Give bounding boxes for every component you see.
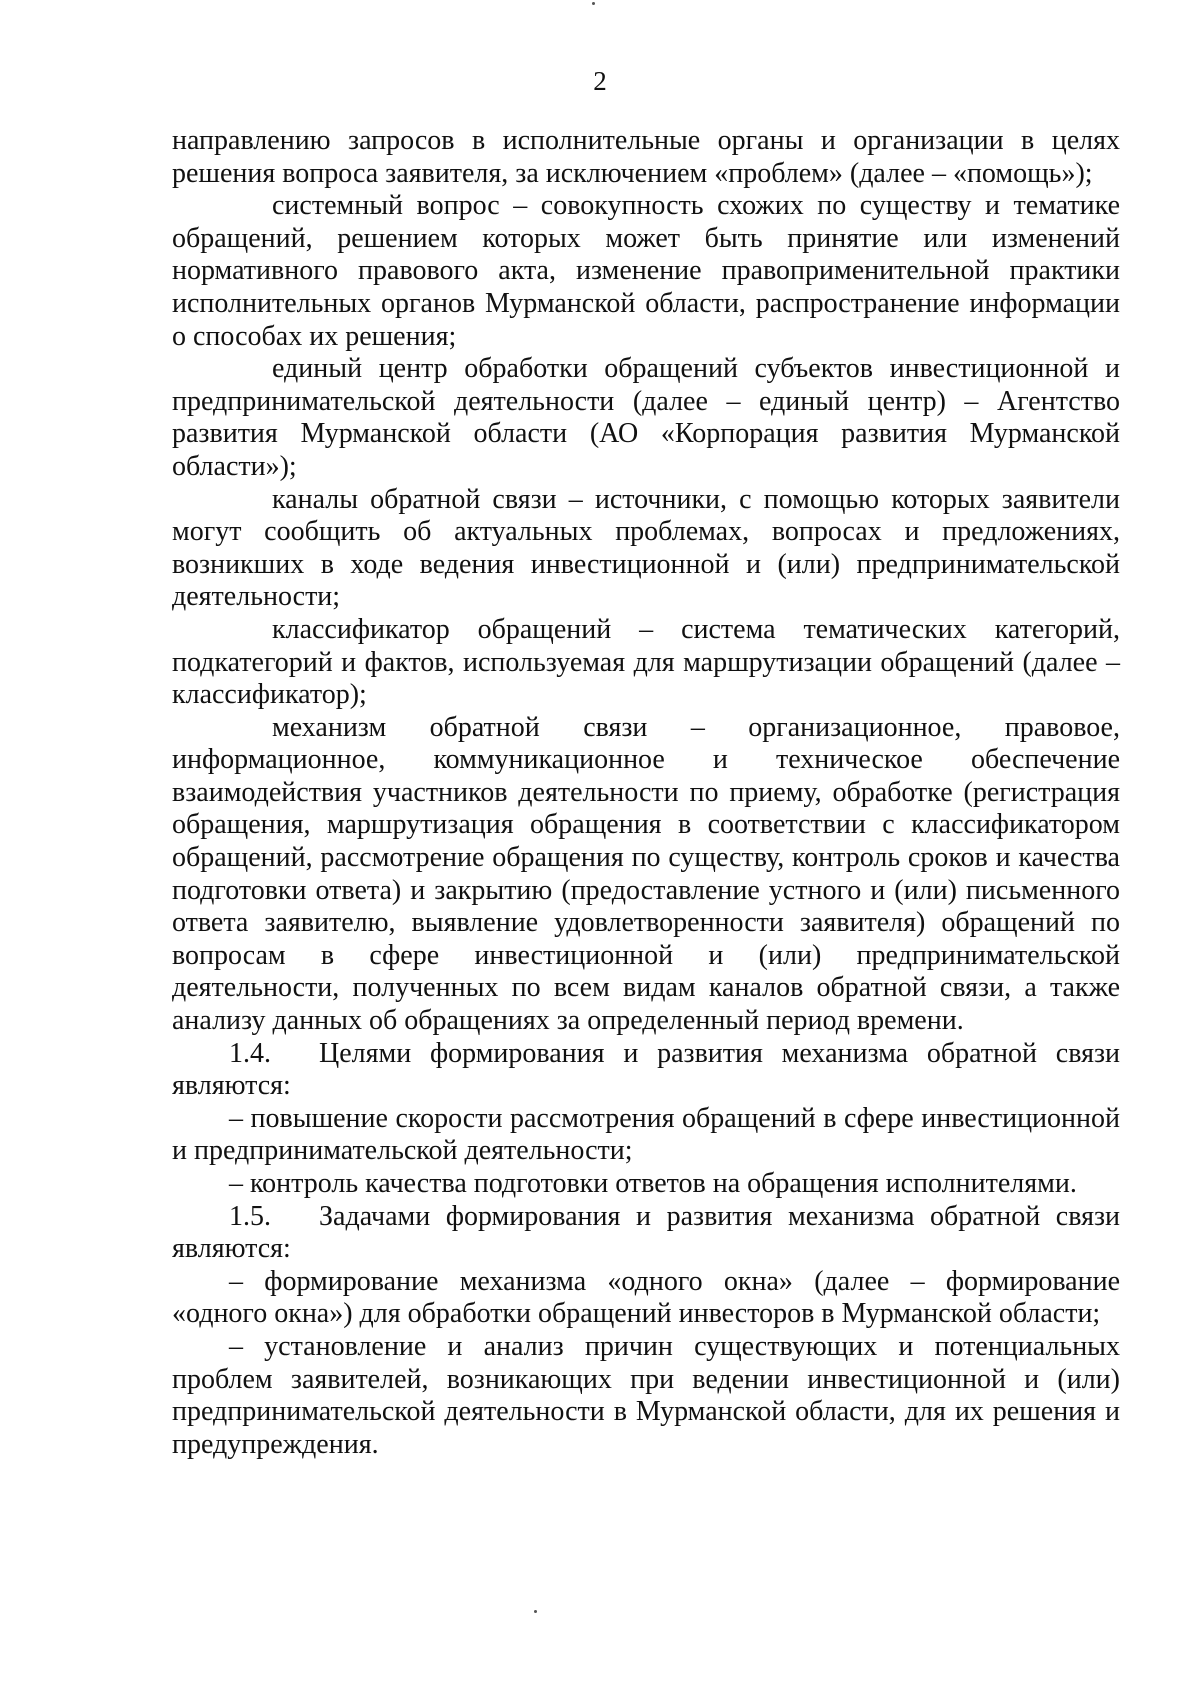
paragraph-dash-item: – установление и анализ причин существующих и потенциальных проблем заявителей, возникающих при ведении инвестиционной и (или) предпринимательской деятельности в Мурманской области, для их решения и предупреждения. bbox=[172, 1330, 1120, 1460]
paragraph-definition-classifier: классификатор обращений – система тематических категорий, подкатегорий и фактов, используемая для маршрутизации обращений (далее – классификатор); bbox=[172, 613, 1120, 711]
paragraph-dash-item: – контроль качества подготовки ответов на обращения исполнителями. bbox=[229, 1168, 1077, 1199]
page-number: 2 bbox=[593, 66, 607, 96]
scan-artifact-dot bbox=[534, 1610, 537, 1613]
paragraph-definition-feedback-channels: каналы обратной связи – источники, с помощью которых заявители могут сообщить об актуальных проблемах, вопросах и предложениях, возникших в ходе ведения инвестиционной и (или) предпринимательской деятельности; bbox=[172, 483, 1120, 613]
paragraph-dash-item: – повышение скорости рассмотрения обращений в сфере инвестиционной и предпринимательской деятельности; bbox=[172, 1102, 1120, 1167]
paragraph-continuation: направлению запросов в исполнительные органы и организации в целях решения вопроса заявителя, за исключением «проблем» (далее – «помощь»); bbox=[172, 125, 1120, 189]
clause-number: 1.4. bbox=[229, 1037, 271, 1069]
document-body bbox=[172, 125, 1120, 1461]
paragraph-definition-feedback-mechanism: механизм обратной связи – организационное, правовое, информационное, коммуникационное и техническое обеспечение взаимодействия участников деятельности по приему, обработке (регистрация обращения, маршрутизация обращения в соответствии с классификатором обращений, рассмотрение обращения по существу, контроль сроков и качества подготовки ответа) и закрытию (предоставление устного и (или) письменного ответа заявителю, выявление удовлетворенности заявителя) обращений по вопросам в сфере инвестиционной и (или) предпринимательской деятельности, полученных по всем видам каналов обратной связи, а также анализу данных об обращениях за определенный период времени. bbox=[172, 711, 1120, 1037]
paragraph-definition-systemic-issue: системный вопрос – совокупность схожих по существу и тематике обращений, решением которых может быть принятие или изменений нормативного правового акта, изменение правоприменительной практики исполнительных органов Мурманской области, распространение информации о способах их решения; bbox=[172, 190, 1120, 352]
paragraph-numbered-1-4 bbox=[172, 1038, 1120, 1103]
clause-number: 1.5. bbox=[229, 1200, 271, 1232]
paragraph-definition-single-center: единый центр обработки обращений субъектов инвестиционной и предпринимательской деятельности (далее – единый центр) – Агентство развития Мурманской области (АО «Корпорация развития Мурманской области»); bbox=[172, 353, 1120, 482]
paragraph-dash-item: – формирование механизма «одного окна» (далее – формирование «одного окна») для обработки обращений инвесторов в Мурманской области; bbox=[172, 1265, 1120, 1330]
clause-text: Целями формирования и развития механизма обратной связи являются: bbox=[172, 1037, 1120, 1102]
paragraph-numbered-1-5 bbox=[172, 1201, 1120, 1266]
scan-artifact-dot bbox=[592, 2, 595, 5]
clause-text: Задачами формирования и развития механизма обратной связи являются: bbox=[172, 1200, 1120, 1265]
